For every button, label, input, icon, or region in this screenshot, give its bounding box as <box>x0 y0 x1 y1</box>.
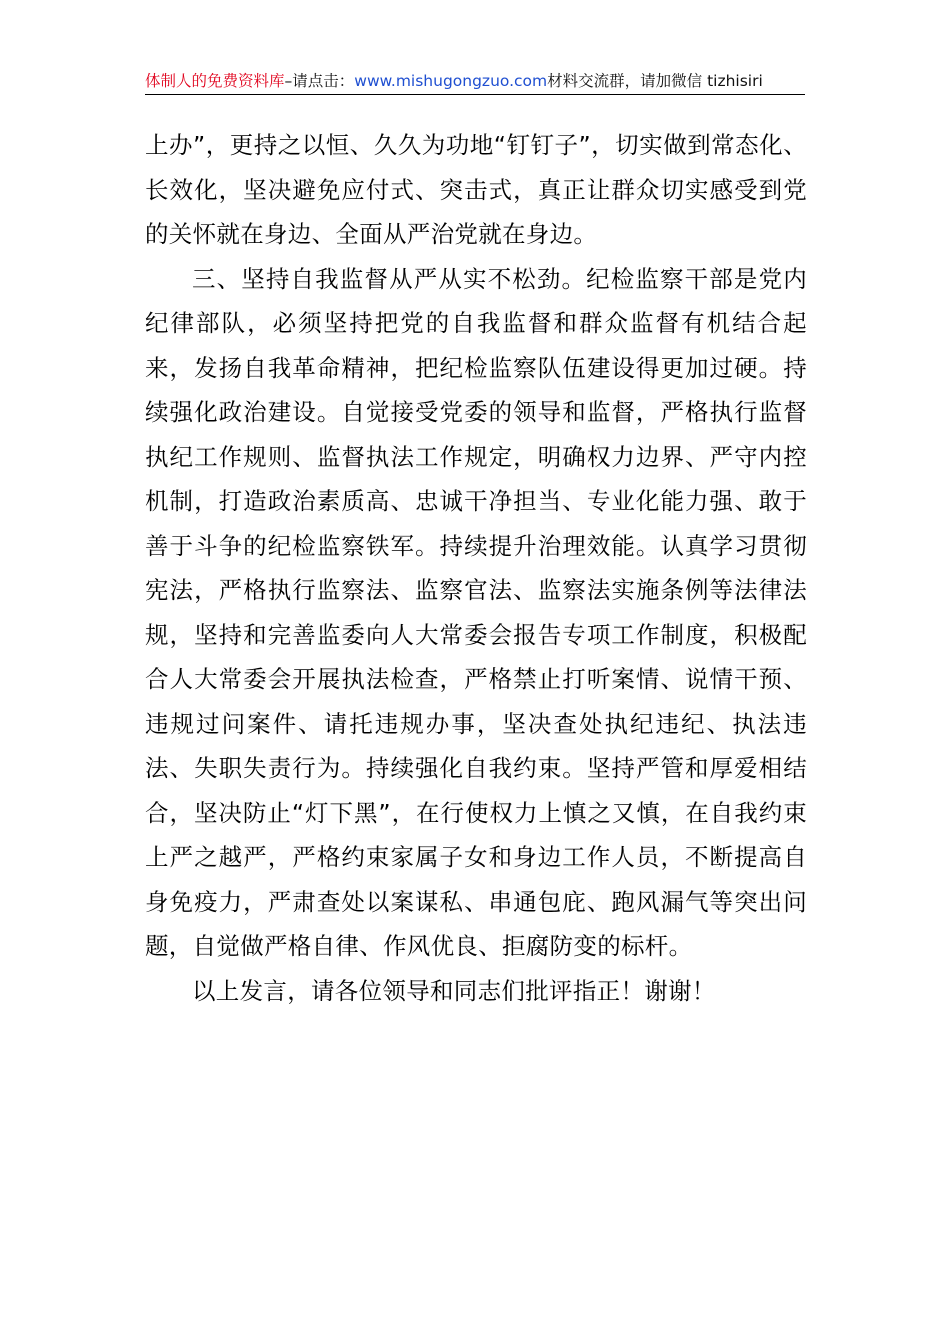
header-wechat-note: 材料交流群，请加微信 tizhisiri <box>547 72 763 90</box>
header-site-name: 体制人的免费资料库 <box>145 72 285 90</box>
paragraph-section-three: 三、坚持自我监督从严从实不松劲。纪检监察干部是党内纪律部队，必须坚持把党的自我监督和群众监督有机结合起来，发扬自我革命精神，把纪检监察队伍建设得更加过硬。持续强化政治建设。自觉接受党委的领导和监督，严格执行监督执纪工作规则、监督执法工作规定，明确权力边界、严守内控机制，打造政治素质高、忠诚干净担当、专业化能力强、敢于善于斗争的纪检监察铁军。持续提升治理效能。认真学习贯彻宪法，严格执行监察法、监察官法、监察法实施条例等法律法规，坚持和完善监委向人大常委会报告专项工作制度，积极配合人大常委会开展执法检查，严格禁止打听案情、说情干预、违规过问案件、请托违规办事，坚决查处执纪违纪、执法违法、失职失责行为。持续强化自我约束。坚持严管和厚爱相结合，坚决防止“灯下黑”，在行使权力上慎之又慎，在自我约束上严之越严，严格约束家属子女和身边工作人员，不断提高自身免疫力，严肃查处以案谋私、串通包庇、跑风漏气等突出问题，自觉做严格自律、作风优良、拒腐防变的标杆。 <box>145 264 807 960</box>
header-url-link[interactable]: www.mishugongzuo.com <box>354 72 548 90</box>
paragraph-closing: 以上发言，请各位领导和同志们批评指正！谢谢！ <box>192 976 716 1005</box>
document-body <box>145 123 807 1013</box>
header-click-prompt: –请点击： <box>284 72 355 90</box>
page-header <box>145 68 805 95</box>
paragraph-continuation: 上办”，更持之以恒、久久为功地“钉钉子”，切实做到常态化、长效化，坚决避免应付式、突击式，真正让群众切实感受到党的关怀就在身边、全面从严治党就在身边。 <box>145 131 807 248</box>
